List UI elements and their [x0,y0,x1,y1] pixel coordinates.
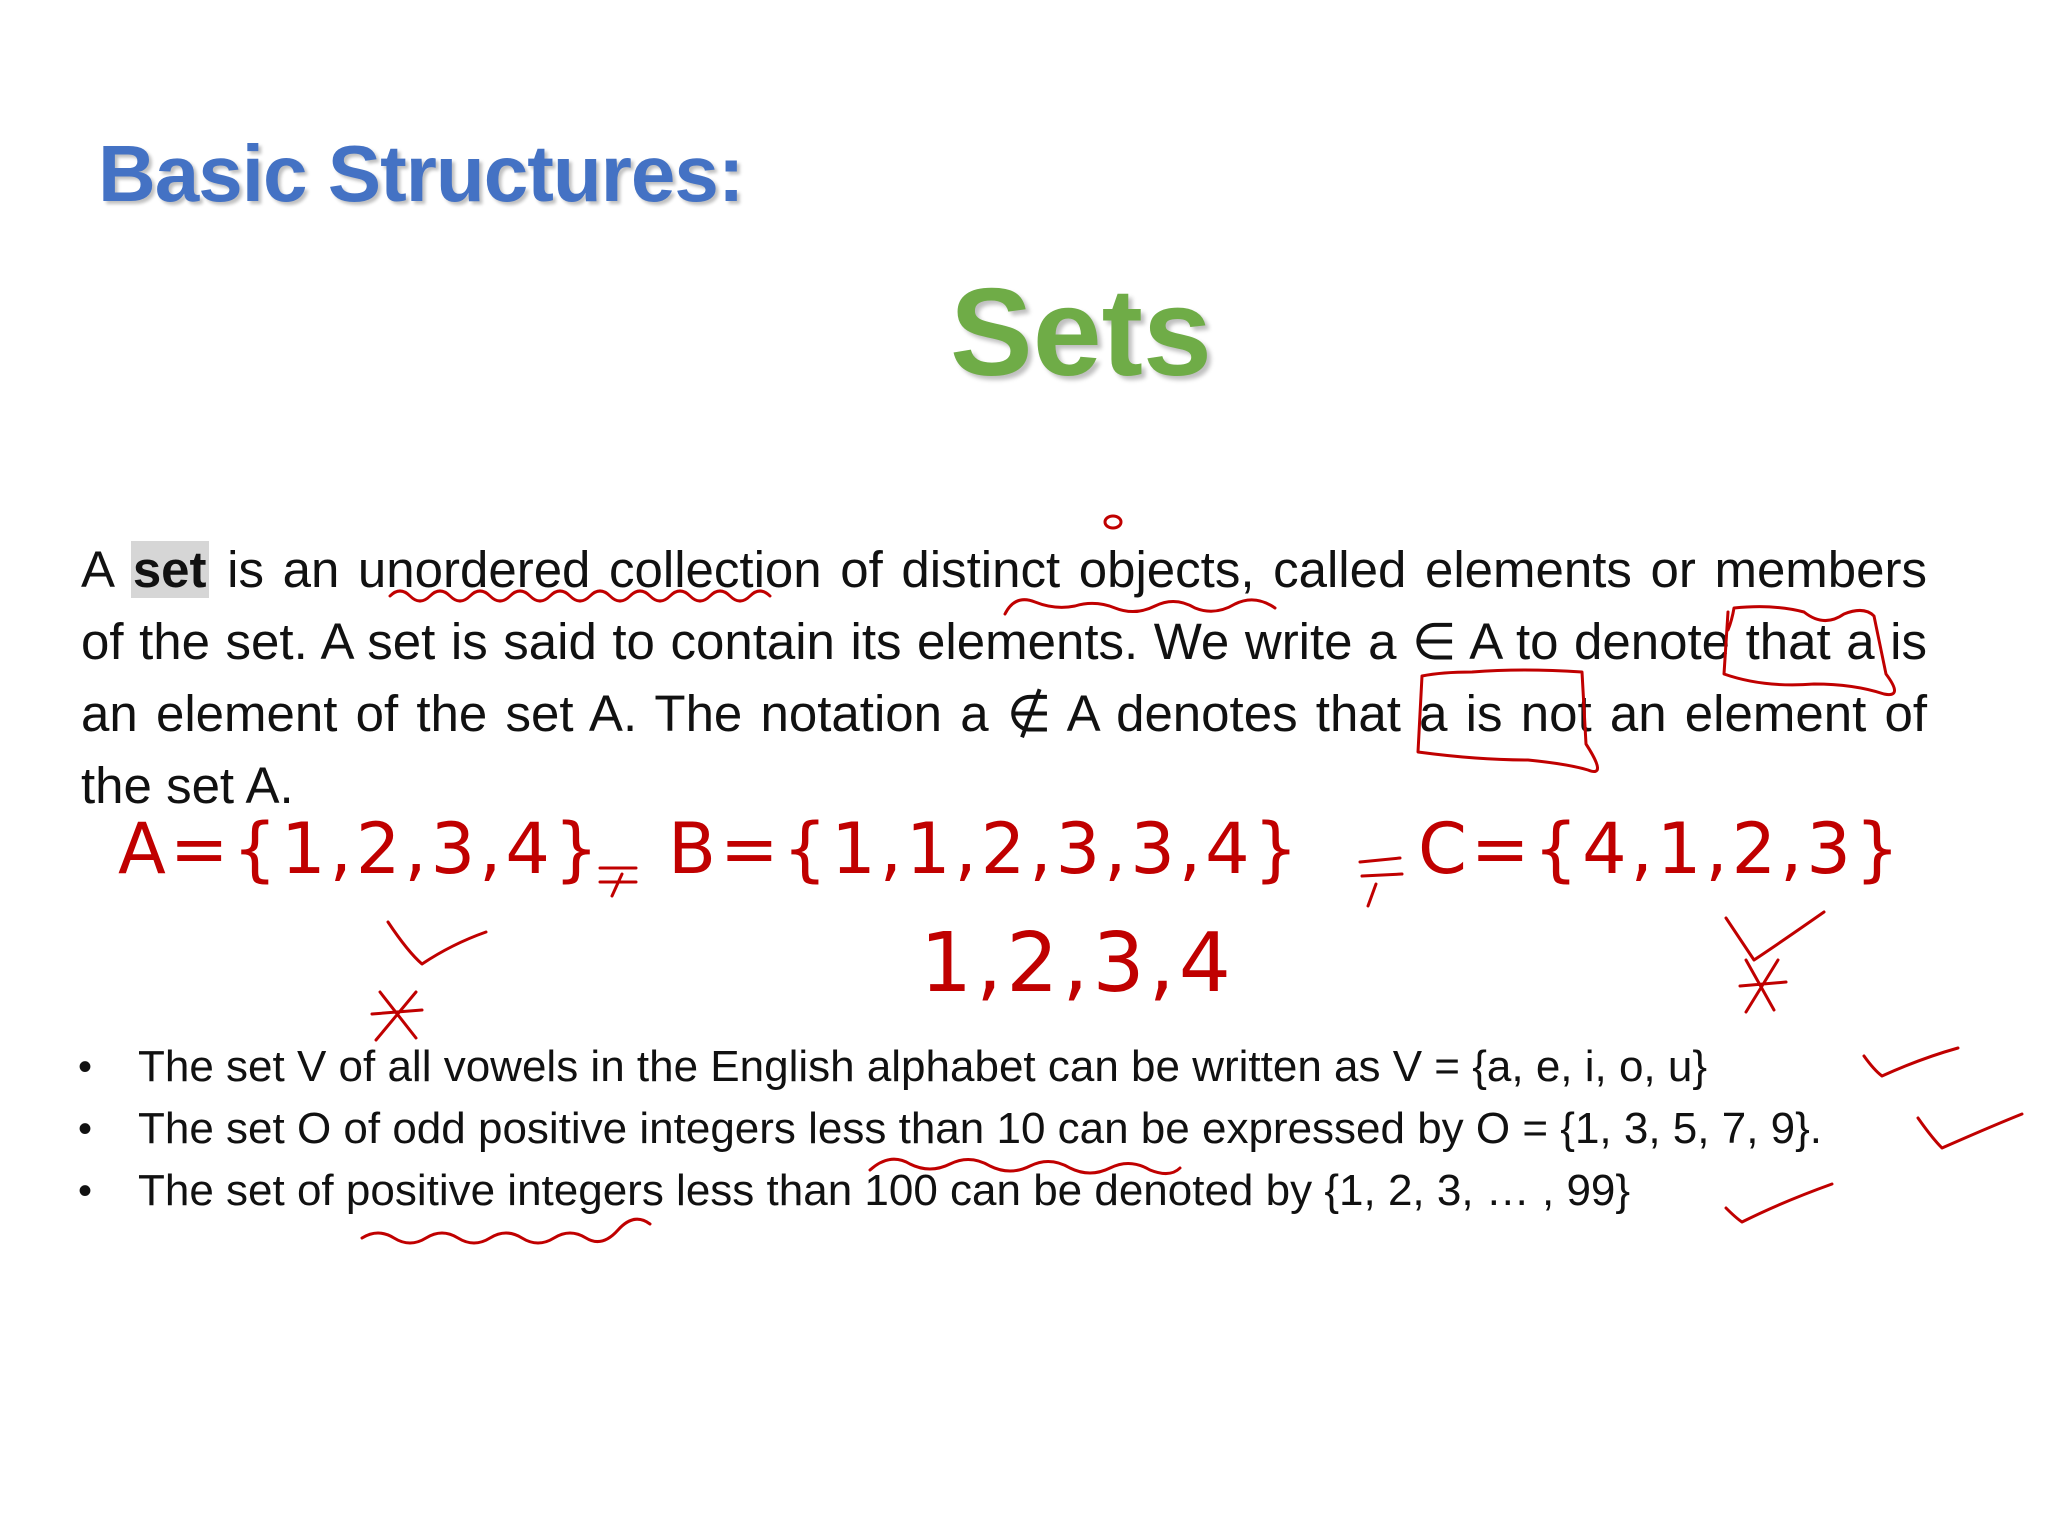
list-item [70,1036,1970,1098]
ink-not-equal-ab [600,868,636,896]
handwritten-set-b-reduced: 1,2,3,4 [920,916,1235,1011]
set-definition-paragraph [81,534,1927,822]
definition-lead: A [81,541,131,598]
list-item [70,1160,1970,1222]
list-item [70,1098,1970,1160]
ink-check-c [1726,912,1824,960]
bullet-icon: • [78,1045,93,1089]
ink-squiggle-positive-integers [362,1219,650,1243]
handwritten-set-a: A={1,2,3,4} [118,808,603,890]
ink-x-mark-c [1740,960,1786,1012]
ink-circle-mark [1105,516,1121,528]
ink-not-equal-bc [1360,858,1402,906]
bullet-icon: • [78,1107,93,1151]
slide-title: Sets [950,264,1212,402]
definition-body: is an unordered collection of distinct objects, called elements or members of the set. A set is said to contain its elements. We write a ∈ A to denote that a is an element of the set A. The notation a ∉ A denotes that a is not an element of the set A. [81,541,1927,814]
example-text: The set of positive integers less than 100 can be denoted by {1, 2, 3, … , 99} [138,1166,1631,1215]
example-text: The set V of all vowels in the English alphabet can be written as V = {a, e, i, o, u} [138,1042,1708,1091]
examples-list [70,1036,1970,1222]
bullet-icon: • [78,1169,93,1213]
keyword-set: set [132,541,207,598]
handwritten-set-b: B={1,1,2,3,3,4} [668,808,1303,890]
example-text: The set O of odd positive integers less than 10 can be expressed by O = {1, 3, 5, 7, 9}. [138,1104,1823,1153]
ink-check-a [388,922,486,964]
ink-x-mark-a [372,992,422,1040]
handwritten-set-c: C={4,1,2,3} [1418,808,1904,890]
section-title: Basic Structures: [98,129,744,218]
